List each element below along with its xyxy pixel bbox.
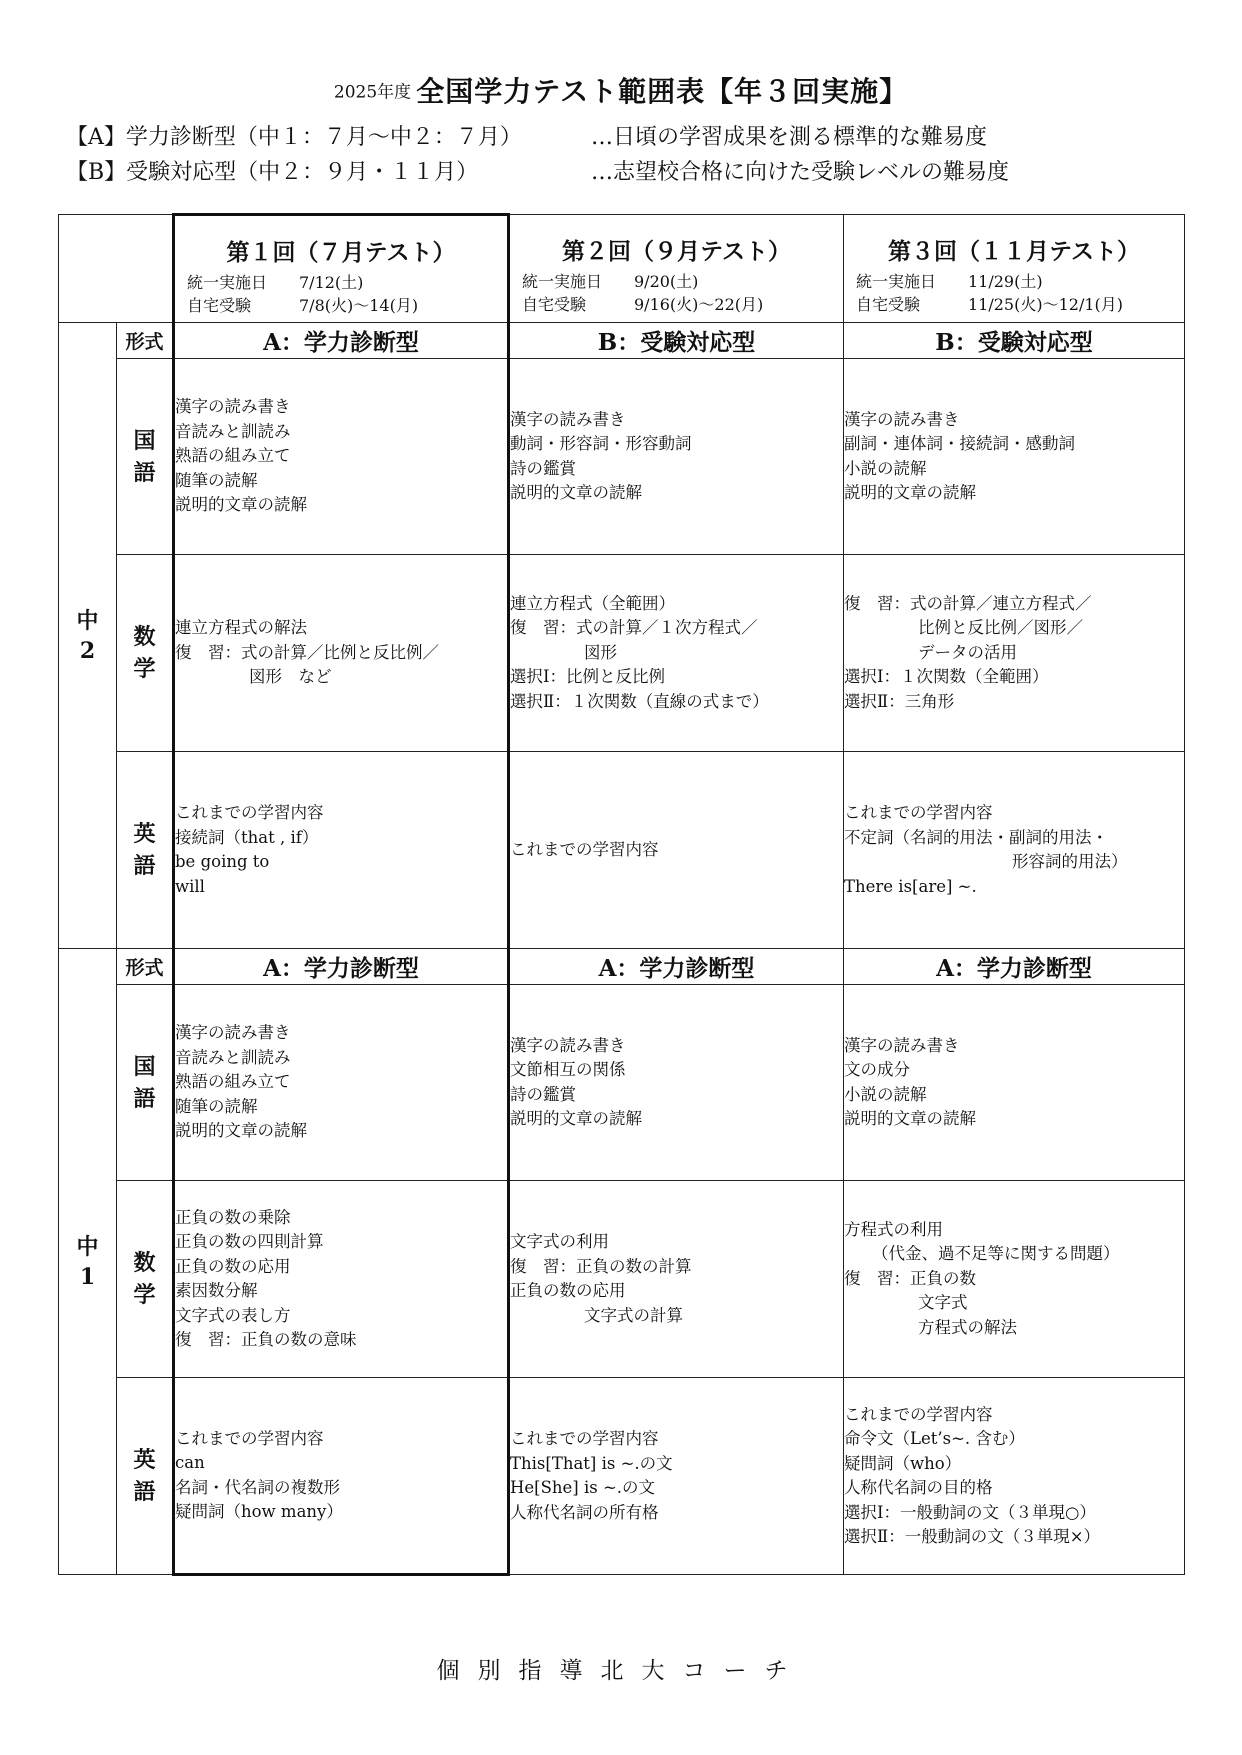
test-date: 7/12(土) (299, 272, 364, 292)
form-value: A：学力診断型 (174, 949, 509, 985)
range-cell (174, 1181, 509, 1378)
home-period: 11/25(火)～12/1(月) (968, 295, 1124, 314)
subject-char: 語 (133, 853, 156, 879)
range-item: 漢字の読み書き (510, 1035, 626, 1055)
legend-b (66, 155, 1010, 186)
subject-char: 学 (133, 656, 156, 682)
range-item: 副詞・連体詞・接続詞・感動詞 (844, 434, 1075, 453)
subject-label (117, 1378, 174, 1575)
subject-row-sugaku (59, 1181, 1185, 1378)
range-item: 説明的文章の読解 (510, 1109, 642, 1128)
range-item: can (175, 1453, 205, 1472)
legend-b-label: 【B】受験対応型（中２：９月・１１月） (66, 160, 479, 185)
form-value: B：受験対応型 (509, 323, 844, 359)
grade-char: 2 (79, 637, 96, 664)
range-item: 小説の読解 (844, 1084, 927, 1104)
range-item: これまでの学習内容 (175, 803, 324, 822)
round-title: 第１回（７月テスト） (226, 238, 456, 266)
subject-row-eigo (59, 752, 1185, 949)
range-item: 疑問詞（how many） (175, 1502, 343, 1521)
range-item: 漢字の読み書き (844, 1035, 960, 1055)
form-value: A：学力診断型 (844, 949, 1185, 985)
range-item: 方程式の解法 (918, 1317, 1017, 1337)
round-2-header (509, 215, 844, 323)
test-date: 9/20(土) (634, 272, 699, 291)
range-item: 復 習：式の計算／比例と反比例／ (175, 642, 439, 662)
home-label: 自宅受験 (856, 295, 921, 314)
range-cell (509, 985, 844, 1181)
range-item: 方程式の利用 (844, 1219, 943, 1239)
legend-b-desc: …志望校合格に向けた受験レベルの難易度 (591, 160, 1010, 185)
range-item: 復 習：正負の数 (844, 1268, 976, 1288)
range-cell (844, 752, 1185, 949)
range-item: 図形 (584, 642, 617, 662)
subject-char: 英 (133, 821, 156, 847)
range-item: 詩の鑑賞 (510, 1084, 576, 1104)
subject-row-kokugo (59, 359, 1185, 555)
grade-char: 中 (76, 1233, 99, 1260)
range-item: There is[are] ~. (844, 876, 977, 896)
subject-row-kokugo (59, 985, 1185, 1181)
range-item: データの活用 (918, 642, 1017, 662)
grade-label (59, 323, 117, 949)
range-item: 説明的文章の読解 (175, 1121, 307, 1141)
range-cell (509, 359, 844, 555)
range-item: 比例と反比例／図形／ (918, 618, 1083, 638)
form-label: 形式 (117, 949, 174, 985)
range-item: 動詞・形容詞・形容動詞 (510, 434, 692, 453)
range-item: 連立方程式（全範囲） (510, 593, 675, 613)
subject-label (117, 555, 174, 752)
range-item: 文の成分 (844, 1060, 910, 1079)
range-cell (174, 555, 509, 752)
range-item: 復 習：式の計算／連立方程式／ (844, 593, 1092, 613)
range-item: 復 習：式の計算／１次方程式／ (510, 618, 758, 638)
round-3-header (844, 215, 1185, 323)
range-item: 漢字の読み書き (844, 409, 960, 429)
range-cell (509, 555, 844, 752)
range-item: これまでの学習内容 (510, 1429, 659, 1448)
range-cell (509, 752, 844, 949)
home-label: 自宅受験 (187, 295, 252, 315)
range-item: 選択Ⅱ：三角形 (844, 691, 955, 711)
document-title (0, 70, 1242, 110)
range-table (58, 213, 1185, 1576)
range-item: 正負の数の四則計算 (175, 1232, 324, 1251)
subject-char: 数 (133, 624, 156, 650)
range-item: 説明的文章の読解 (510, 483, 642, 502)
range-item: 熟語の組み立て (175, 446, 291, 466)
home-label: 自宅受験 (522, 295, 587, 314)
range-item: 文字式の計算 (584, 1305, 683, 1325)
range-item: 音読みと訓読み (175, 421, 291, 441)
range-item: 不定詞（名詞的用法・副詞的用法・ (844, 827, 1108, 847)
range-item: 選択Ⅱ：一般動詞の文（３単現×） (844, 1527, 1101, 1546)
range-item: This[That] is ~.の文 (510, 1453, 673, 1473)
range-item: 復 習：正負の数の計算 (510, 1256, 692, 1276)
grade-char: 1 (79, 1263, 96, 1290)
range-cell (174, 752, 509, 949)
subject-row-eigo (59, 1378, 1185, 1575)
subject-char: 語 (133, 1479, 156, 1505)
subject-char: 学 (133, 1282, 156, 1308)
range-item: be going to (175, 852, 270, 871)
form-value: A：学力診断型 (509, 949, 844, 985)
range-item: 選択Ⅰ：一般動詞の文（３単現○） (844, 1502, 1096, 1522)
form-row (59, 323, 1185, 359)
round-1-header (174, 215, 509, 323)
form-row (59, 949, 1185, 985)
home-period: 9/16(火)～22(月) (634, 295, 764, 314)
range-item: 連立方程式の解法 (175, 618, 307, 638)
legend-a-label: 【A】学力診断型（中１：７月～中２：７月） (66, 125, 522, 150)
range-cell (844, 985, 1185, 1181)
range-cell (509, 1181, 844, 1378)
range-item: 選択Ⅱ：１次関数（直線の式まで） (510, 691, 769, 711)
date-label: 統一実施日 (522, 272, 603, 291)
range-item: 図形 など (249, 667, 332, 687)
range-item: 正負の数の応用 (510, 1281, 626, 1300)
range-item: 復 習：正負の数の意味 (175, 1330, 357, 1349)
range-item: 随筆の読解 (175, 470, 258, 490)
range-item: これまでの学習内容 (844, 1404, 993, 1424)
range-item: 人称代名詞の所有格 (510, 1502, 659, 1522)
range-item: 文字式 (918, 1293, 968, 1313)
range-item: 接続詞（that , if） (175, 827, 319, 847)
range-item: 正負の数の応用 (175, 1256, 291, 1276)
header-corner (59, 215, 174, 323)
range-item: 漢字の読み書き (510, 409, 626, 429)
range-item: 文字式の表し方 (175, 1305, 291, 1325)
grade-label (59, 949, 117, 1575)
range-item: 説明的文章の読解 (175, 495, 307, 515)
subject-label (117, 985, 174, 1181)
range-item: 名詞・代名詞の複数形 (175, 1477, 340, 1497)
range-item: 形容詞的用法） (1012, 852, 1128, 871)
range-cell (844, 555, 1185, 752)
subject-char: 英 (133, 1447, 156, 1473)
range-item: He[She] is ~.の文 (510, 1478, 656, 1497)
form-value: A：学力診断型 (174, 323, 509, 359)
footer-school-name: 個別指導北大コーチ (436, 1658, 806, 1684)
grade-char: 中 (76, 607, 99, 634)
test-date: 11/29(土) (968, 272, 1043, 291)
date-label: 統一実施日 (187, 272, 268, 292)
range-item: 説明的文章の読解 (844, 1109, 976, 1128)
range-cell (844, 1181, 1185, 1378)
subject-char: 語 (133, 459, 156, 486)
range-cell (844, 359, 1185, 555)
range-item: 選択Ⅰ：比例と反比例 (510, 667, 666, 687)
range-cell (509, 1378, 844, 1575)
form-value: B：受験対応型 (844, 323, 1185, 359)
form-label: 形式 (117, 323, 174, 359)
range-item: 随筆の読解 (175, 1096, 258, 1116)
range-item: 説明的文章の読解 (844, 483, 976, 502)
round-title: 第２回（９月テスト） (561, 238, 792, 265)
range-item: （代金、過不足等に関する問題） (872, 1244, 1120, 1264)
range-item: 小説の読解 (844, 458, 927, 478)
range-item: 選択Ⅰ：１次関数（全範囲） (844, 667, 1049, 687)
range-item: 命令文（Let’s~. 含む） (844, 1429, 1025, 1448)
subject-char: 国 (133, 427, 156, 454)
legend-a-desc: …日頃の学習成果を測る標準的な難易度 (591, 125, 988, 150)
header-row (59, 215, 1185, 323)
range-item: 疑問詞（who） (844, 1453, 962, 1473)
subject-label (117, 1181, 174, 1378)
range-item: 詩の鑑賞 (510, 458, 576, 478)
range-cell (844, 1378, 1185, 1575)
range-cell (174, 1378, 509, 1575)
round-title: 第３回（１１月テスト） (887, 238, 1141, 265)
range-item: 素因数分解 (175, 1281, 258, 1300)
date-label: 統一実施日 (856, 272, 937, 291)
range-item: これまでの学習内容 (844, 803, 993, 822)
range-item: 漢字の読み書き (175, 1023, 291, 1043)
range-item: 漢字の読み書き (175, 397, 291, 417)
range-item: これまでの学習内容 (175, 1428, 324, 1448)
title-year: 2025年度 (333, 82, 412, 103)
legend-a (66, 120, 988, 151)
range-item: 正負の数の乗除 (175, 1207, 291, 1227)
range-item: 音読みと訓読み (175, 1047, 291, 1067)
home-period: 7/8(火)～14(月) (299, 295, 419, 315)
subject-row-sugaku (59, 555, 1185, 752)
subject-char: 国 (133, 1053, 156, 1080)
range-item: 文字式の利用 (510, 1232, 609, 1251)
title-main: 全国学力テスト範囲表【年３回実施】 (416, 75, 909, 108)
range-cell (174, 359, 509, 555)
subject-label (117, 752, 174, 949)
subject-char: 数 (133, 1250, 156, 1276)
range-item: これまでの学習内容 (510, 839, 659, 859)
range-item: 熟語の組み立て (175, 1072, 291, 1092)
range-item: 文節相互の関係 (510, 1060, 626, 1079)
subject-char: 語 (133, 1085, 156, 1112)
subject-label (117, 359, 174, 555)
range-cell (174, 985, 509, 1181)
range-item: will (175, 876, 205, 896)
range-item: 人称代名詞の目的格 (844, 1478, 993, 1497)
